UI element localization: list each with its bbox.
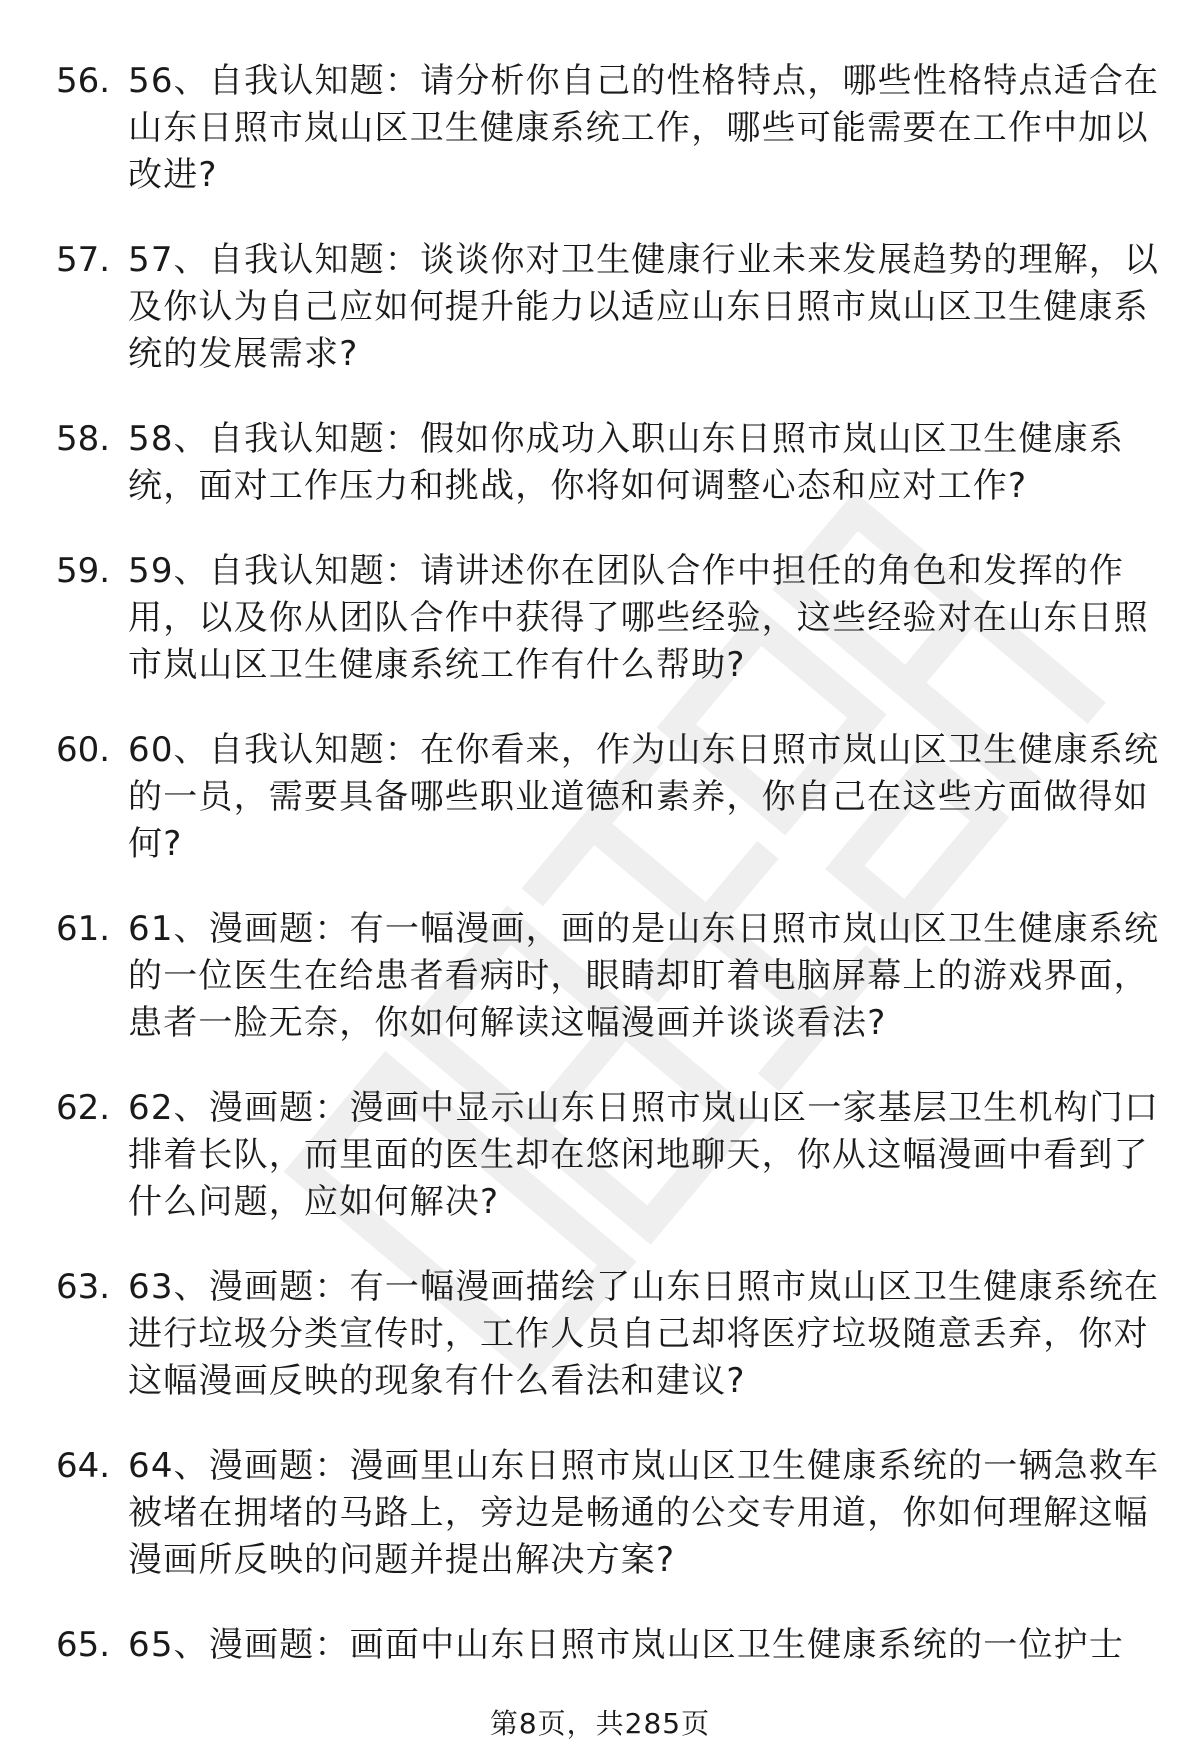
question-text: 65、漫画题：画面中山东日照市岚山区卫生健康系统的一位护士 bbox=[128, 1625, 1125, 1665]
list-item bbox=[0, 1622, 1200, 1669]
question-number: 63. bbox=[56, 1267, 111, 1307]
question-number: 64. bbox=[56, 1446, 111, 1486]
question-number: 57. bbox=[56, 240, 111, 280]
question-text: 62、漫画题：漫画中显示山东日照市岚山区一家基层卫生机构门口排着长队，而里面的医生却在悠闲地聊天，你从这幅漫画中看到了什么问题，应如何解决? bbox=[128, 1088, 1160, 1222]
question-number: 62. bbox=[56, 1088, 111, 1128]
question-number: 58. bbox=[56, 419, 111, 459]
question-text: 56、自我认知题：请分析你自己的性格特点，哪些性格特点适合在山东日照市岚山区卫生健康系统工作，哪些可能需要在工作中加以改进? bbox=[128, 61, 1160, 195]
list-item bbox=[0, 237, 1200, 378]
question-list bbox=[0, 58, 1200, 1707]
question-text: 63、漫画题：有一幅漫画描绘了山东日照市岚山区卫生健康系统在进行垃圾分类宣传时，工作人员自己却将医疗垃圾随意丢弃，你对这幅漫画反映的现象有什么看法和建议? bbox=[128, 1267, 1160, 1401]
list-item bbox=[0, 58, 1200, 199]
question-number: 60. bbox=[56, 730, 111, 770]
list-item bbox=[0, 416, 1200, 510]
page-footer: 第8页，共285页 bbox=[489, 1707, 711, 1740]
question-text: 64、漫画题：漫画里山东日照市岚山区卫生健康系统的一辆急救车被堵在拥堵的马路上，旁边是畅通的公交专用道，你如何理解这幅漫画所反映的问题并提出解决方案? bbox=[128, 1446, 1160, 1580]
list-item bbox=[0, 727, 1200, 868]
question-text: 57、自我认知题：谈谈你对卫生健康行业未来发展趋势的理解，以及你认为自己应如何提升能力以适应山东日照市岚山区卫生健康系统的发展需求? bbox=[128, 240, 1160, 374]
question-text: 61、漫画题：有一幅漫画，画的是山东日照市岚山区卫生健康系统的一位医生在给患者看病时，眼睛却盯着电脑屏幕上的游戏界面，患者一脸无奈，你如何解读这幅漫画并谈谈看法? bbox=[128, 909, 1160, 1043]
question-text: 59、自我认知题：请讲述你在团队合作中担任的角色和发挥的作用，以及你从团队合作中获得了哪些经验，这些经验对在山东日照市岚山区卫生健康系统工作有什么帮助? bbox=[128, 551, 1149, 685]
list-item bbox=[0, 548, 1200, 689]
question-number: 56. bbox=[56, 61, 111, 101]
question-number: 59. bbox=[56, 551, 111, 591]
question-number: 61. bbox=[56, 909, 111, 949]
list-item bbox=[0, 1264, 1200, 1405]
list-item bbox=[0, 1085, 1200, 1226]
question-number: 65. bbox=[56, 1625, 111, 1665]
question-text: 60、自我认知题：在你看来，作为山东日照市岚山区卫生健康系统的一员，需要具备哪些职业道德和素养，你自己在这些方面做得如何? bbox=[128, 730, 1160, 864]
question-text: 58、自我认知题：假如你成功入职山东日照市岚山区卫生健康系统，面对工作压力和挑战，你将如何调整心态和应对工作? bbox=[128, 419, 1125, 506]
list-item bbox=[0, 906, 1200, 1047]
list-item bbox=[0, 1443, 1200, 1584]
